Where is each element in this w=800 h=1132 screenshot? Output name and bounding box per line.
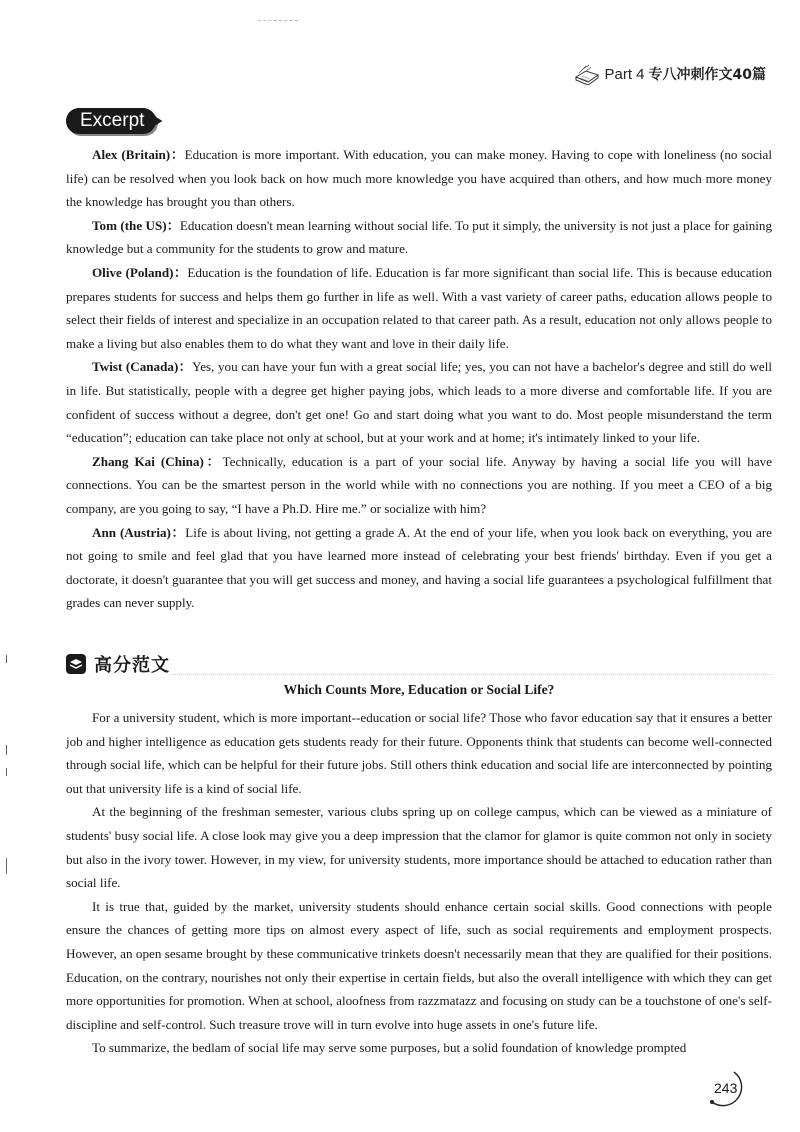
part-label: Part 4 [604, 65, 645, 83]
entry-text: Technically, education is a part of your social life. Anyway by having a social life you will have connections. You can be the smartest person in the world while with no connections you are nothing. If you meet a CEO of a big company, are you going to say, “I have a Ph.D. Hire me.” or socialize with him? [66, 453, 773, 516]
entry-text: Education is the foundation of life. Education is far more significant than social life. This is because education prepares students for success and helps them go further in life as well. With a vast variety of career paths, education allows people to select their fields of interest and specialize in an occupation related to that career path. As a result, education not only allows people to make a living but also enables them to do what they want and love in their daily life. [66, 264, 773, 351]
essay-paragraph: At the beginning of the freshman semester, various clubs spring up on college campus, which can be viewed as a miniature of students' busy social life. A close look may give you a deep impression that the clamor for glamor is quite common not only in society but also in the ivory tower. However, in my view, for university students, more importance should be attached to education rather than social life. [66, 804, 772, 891]
excerpt-badge-label: Excerpt [80, 110, 145, 131]
margin-mark [6, 745, 7, 755]
excerpt-entry [66, 355, 772, 449]
speaker-name: Twist (Canada)： [92, 359, 193, 375]
excerpt-section [66, 143, 772, 615]
essay-paragraph: To summarize, the bedlam of social life may serve some purposes, but a solid foundation of knowledge prompted [92, 1040, 687, 1056]
layers-icon [66, 654, 86, 674]
excerpt-entry [66, 450, 772, 521]
speaker-name: Tom (the US)： [92, 217, 180, 233]
excerpt-entry [66, 521, 772, 615]
heading-divider [172, 674, 772, 675]
essay-body [66, 706, 772, 1060]
margin-mark [6, 768, 7, 776]
speaker-name: Ann (Austria)： [92, 524, 186, 540]
margin-mark [6, 858, 7, 874]
speaker-name: Alex (Britain)： [92, 147, 185, 162]
margin-mark [6, 655, 7, 663]
running-head [574, 63, 766, 85]
entry-text: Education doesn't mean learning without social life. To put it simply, the university is not just a place for gaining knowledge but a community for the students to grow and mature. [66, 217, 772, 257]
book-icon [574, 63, 600, 85]
entry-text: Life is about living, not getting a grade A. At the end of your life, when you look back on everything, you are not going to smile and feel glad that you have learned more instead of celebrating your best friends' birthday. Even if you get a doctorate, it doesn't guarantee that you will get success and money, and having a social life guarantees a psychological fulfillment that grades can never supply. [66, 524, 772, 611]
excerpt-entry [66, 214, 772, 261]
excerpt-badge [66, 108, 156, 134]
essay-paragraph: It is true that, guided by the market, university students should enhance certain social skills. Good connections with people ensure the chances of getting more tips on almost every aspect of life, such as social requirements and employment prospects. However, an open sesame brought by these communicative trinkets doesn't necessarily mean that they are qualified for their positions. Education, on the contrary, nourishes not only their expertise in certain fields, but also the overall intelligence with which they can get more opportunities for promotion. When at school, aloofness from razzmatazz and focusing on study can be a touchstone of one's self-discipline and self-control. Such treasure trove will in turn evolve into huge assets in one's future life. [66, 898, 772, 1032]
speaker-name: Zhang Kai (China)： [92, 453, 223, 469]
page-number-text: 243 [714, 1080, 738, 1096]
essay-title: Which Counts More, Education or Social Life? [283, 682, 555, 697]
model-essay-heading [66, 651, 170, 677]
excerpt-entry [66, 261, 772, 355]
badge-arrow-icon [154, 116, 162, 126]
page-number [704, 1068, 746, 1110]
top-rule [258, 20, 298, 21]
section-title: 专八冲刺作文40篇 [648, 67, 766, 83]
speaker-name: Olive (Poland)： [92, 264, 188, 280]
entry-text: Education is more important. With education, you can make money. Having to cope with loneliness (no social life) can be resolved when you look back on how much more knowledge you have acquired than others, and how much more money the knowledge has brought you than others. [66, 147, 772, 210]
model-essay-label: 高分范文 [94, 655, 170, 676]
entry-text: Yes, you can have your fun with a great social life; yes, you can not have a bachelor's degree and still do well in life. But statistically, people with a degree get higher paying jobs, which leads to a more diverse and comfortable life. If you are confident of success without a degree, don't get one! Go and start doing what you want to do. Most people misunderstand the term “education”; education can take place not only at school, but at your work and at home; it's intimately linked to your life. [66, 359, 772, 446]
excerpt-entry [66, 143, 772, 214]
essay-paragraph: For a university student, which is more important--education or social life? Those who favor education say that it ensures a better job and higher intelligence as education gets students ready for their future. Opponents think that students can become well-connected through social life, which can be helpful for their future jobs. Still others think education and social life are interconnected by pointing out that university life is a kind of social life. [66, 710, 772, 796]
